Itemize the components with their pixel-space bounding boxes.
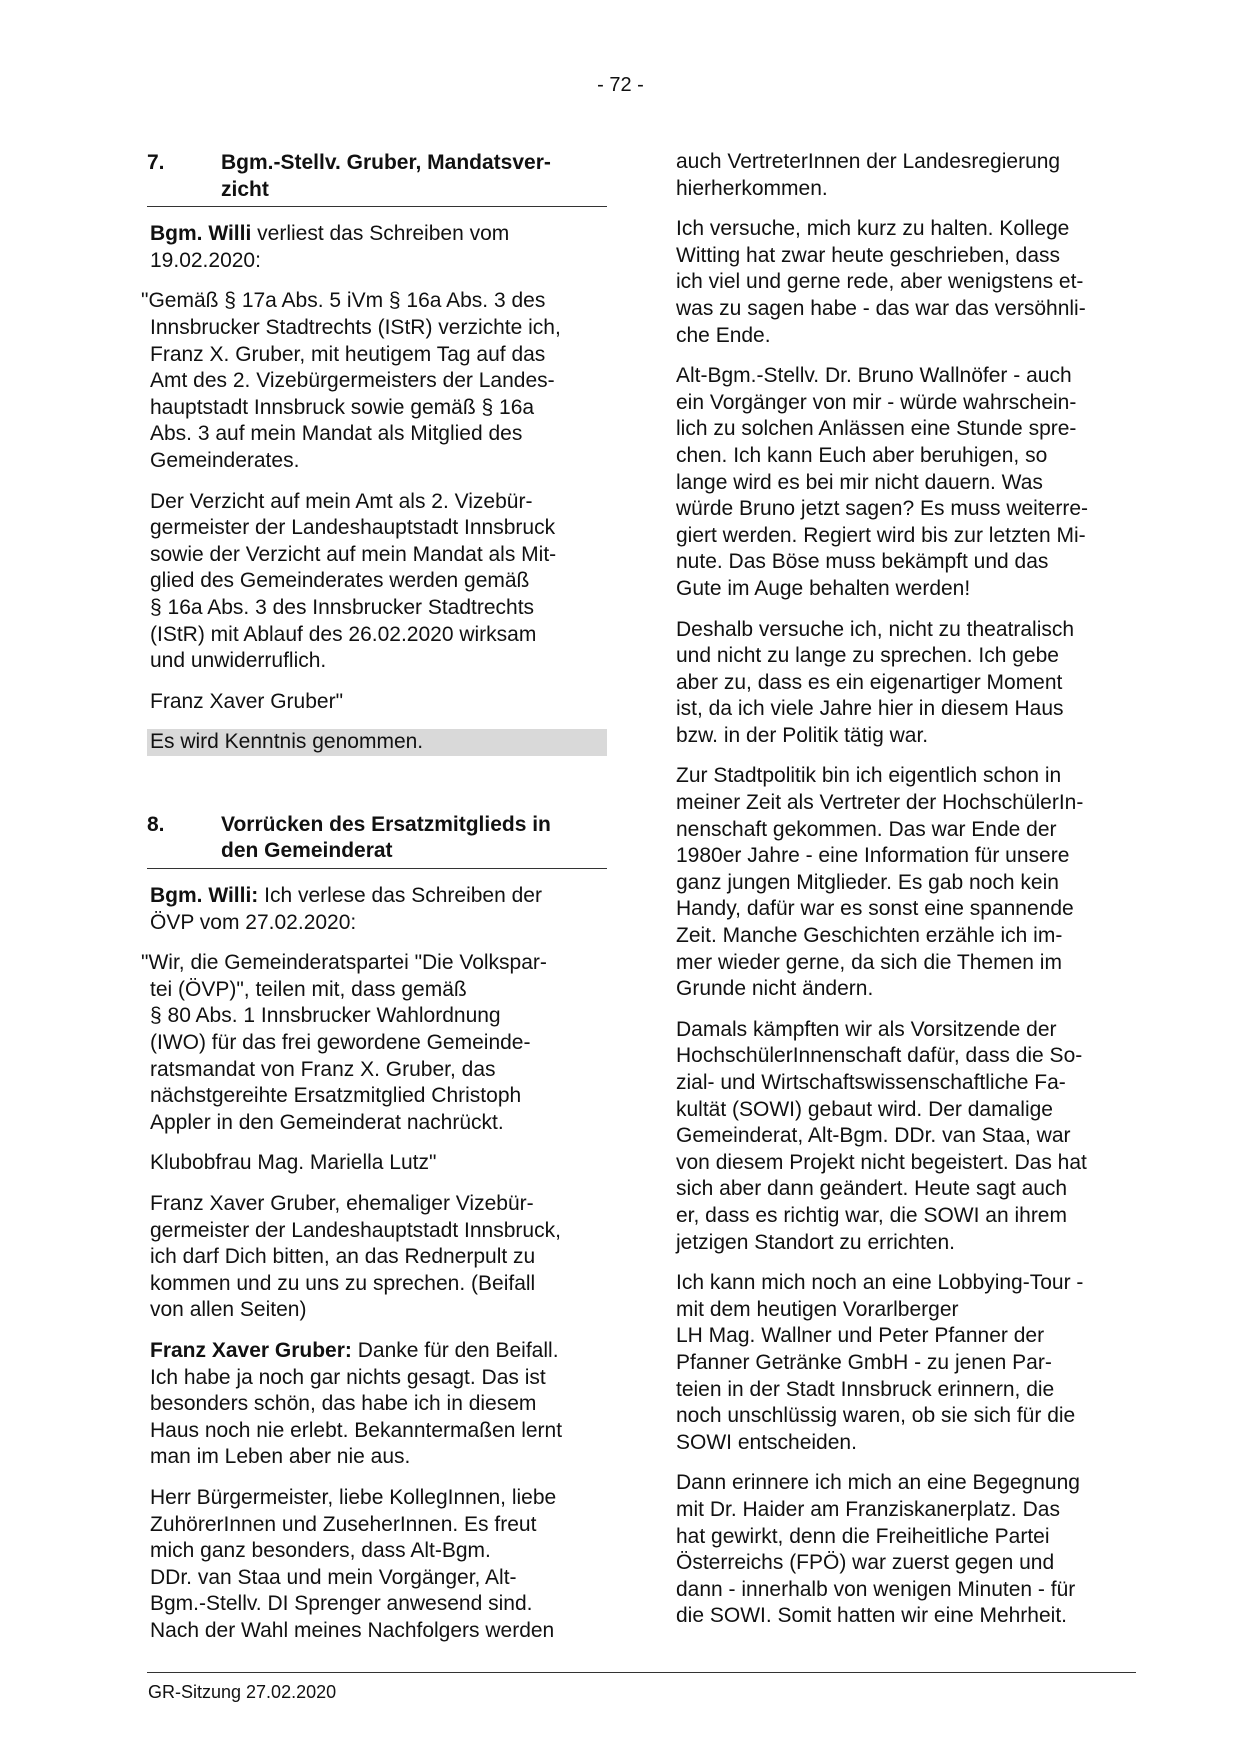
section-title: Vorrücken des Ersatzmitglieds in den Gemeinderat xyxy=(221,812,551,863)
invite-paragraph: Franz Xaver Gruber, ehemaliger Vizebür- germeister der Landeshauptstadt Innsbruck, ich darf Dich bitten, an das Rednerpult zu kommen und zu uns zu sprechen. (Beifall von allen Seiten) xyxy=(150,1192,561,1322)
speech-paragraph: Ich kann mich noch an eine Lobbying-Tour - mit dem heutigen Vorarlberger LH Mag. Wallner und Peter Pfanner der Pfanner Getränke GmbH - zu jenen Par- teien in der Stadt Innsbruck erinnern, die noch unschlüssig waren, ob sie sich für die SOWI entscheiden. xyxy=(676,1271,1084,1454)
section-8-heading xyxy=(147,812,607,869)
quote-paragraph: "Wir, die Gemeinderatspartei "Die Volkspar- tei (ÖVP)", teilen mit, dass gemäß § 80 Abs. 1 Innsbrucker Wahlordnung (IWO) für das frei gewordene Gemeinde- ratsmandat von Franz X. Gruber, das nächstgereihte Ersatzmitglied Christoph Appler in den Gemeinderat nachrückt. xyxy=(141,951,547,1134)
signature: Franz Xaver Gruber" xyxy=(150,689,344,713)
left-column xyxy=(141,149,607,1645)
section-number: 7. xyxy=(147,151,165,174)
quote-paragraph: Der Verzicht auf mein Amt als 2. Vizebür- germeister der Landeshauptstadt Innsbruck sowie der Verzicht auf mein Mandat als Mit- glied des Gemeinderates werden gemäß § 16a Abs. 3 des Innsbrucker Stadtrechts (IStR) mit Ablauf des 26.02.2020 wirksam und unwiderruflich. xyxy=(150,489,557,673)
speech-paragraph: Dann erinnere ich mich an eine Begegnung mit Dr. Haider am Franziskanerplatz. Das hat gewirkt, denn die Freiheitliche Partei Österreichs (FPÖ) war zuerst gegen und dann - innerhalb von wenigen Minuten - für die SOWI. Somit hatten wir eine Mehrheit. xyxy=(676,1471,1080,1628)
intro-paragraph: Bgm. Willi: Ich verlese das Schreiben der ÖVP vom 27.02.2020: xyxy=(150,884,542,934)
page-number: - 72 - xyxy=(597,74,644,96)
speech-paragraph: Damals kämpften wir als Vorsitzende der HochschülerInnenschaft dafür, dass die So- zial- und Wirtschaftswissenschaftliche Fa- kultät (SOWI) gebaut wird. Der damalige Gemeinderat, Alt-Bgm. DDr. van Staa, war von diesem Projekt nicht begeistert. Das hat sich aber dann geändert. Heute sagt auch er, dass es richtig war, die SOWI an ihrem jetzigen Standort zu errichten. xyxy=(676,1017,1087,1254)
intro-paragraph: Bgm. Willi verliest das Schreiben vom 19.02.2020: xyxy=(150,222,510,272)
section-title: Bgm.-Stellv. Gruber, Mandatsver- zicht xyxy=(221,151,551,201)
speech-paragraph: Deshalb versuche ich, nicht zu theatralisch und nicht zu lange zu sprechen. Ich gebe aber zu, dass es ein eigenartiger Moment ist, da ich viele Jahre hier in diesem Haus bzw. in der Politik tätig war. xyxy=(676,617,1075,747)
decision-notice: Es wird Kenntnis genommen. xyxy=(147,729,607,756)
speech-paragraph: Alt-Bgm.-Stellv. Dr. Bruno Wallnöfer - auch ein Vorgänger von mir - würde wahrschein- lich zu solchen Anlässen eine Stunde spre- chen. Ich kann Euch aber beruhigen, so lange wird es bei mir nicht dauern. Was würde Bruno jetzt sagen? Es muss weiterre- giert werden. Regiert wird bis zur letzten Mi- nute. Das Böse muss bekämpft und das Gute im Auge behalten werden! xyxy=(676,364,1089,600)
speech-paragraph: Ich versuche, mich kurz zu halten. Kollege Witting hat zwar heute geschrieben, dass ich viel und gerne rede, aber wenigstens et- was zu sagen habe - das war das versöhnli- che Ende. xyxy=(676,217,1086,347)
footer-divider xyxy=(147,1672,1136,1673)
speech-paragraph: Zur Stadtpolitik bin ich eigentlich schon in meiner Zeit als Vertreter der HochschülerIn- nenschaft gekommen. Das war Ende der 1980er Jahre - eine Information für unsere ganz jungen Mitglieder. Es gab noch kein Handy, dafür war es sonst eine spannende Zeit. Manche Geschichten erzähle ich im- mer wieder gerne, da sich die Themen im Grunde nicht ändern. xyxy=(676,764,1084,1001)
section-7-heading xyxy=(147,150,607,207)
signature: Klubobfrau Mag. Mariella Lutz" xyxy=(150,1151,437,1175)
speech-paragraph: Herr Bürgermeister, liebe KollegInnen, liebe ZuhörerInnen und ZuseherInnen. Es freut mich ganz besonders, dass Alt-Bgm. DDr. van Staa und mein Vorgänger, Alt- Bgm.-Stellv. DI Sprenger anwesend sind. Nach der Wahl meines Nachfolgers werden xyxy=(150,1485,557,1642)
section-number: 8. xyxy=(147,812,165,836)
quote-paragraph: "Gemäß § 17a Abs. 5 iVm § 16a Abs. 3 des Innsbrucker Stadtrechts (IStR) verzichte ich, Franz X. Gruber, mit heutigem Tag auf das Amt des 2. Vizebürgermeisters der Landes- hauptstadt Innsbruck sowie gemäß § 16a Abs. 3 auf mein Mandat als Mitglied des Gemeinderates. xyxy=(141,289,561,472)
speech-paragraph: Franz Xaver Gruber: Danke für den Beifall. Ich habe ja noch gar nichts gesagt. Das ist besonders schön, das habe ich in diesem Haus noch nie erlebt. Bekanntermaßen lernt man im Leben aber nie aus. xyxy=(150,1338,563,1469)
speaker-name: Bgm. Willi xyxy=(150,222,252,246)
speaker-name: Franz Xaver Gruber: xyxy=(150,1338,352,1362)
speaker-name: Bgm. Willi: xyxy=(150,884,259,908)
speech-paragraph: auch VertreterInnen der Landesregierung hierherkommen. xyxy=(676,150,1061,200)
footer-session-label: GR-Sitzung 27.02.2020 xyxy=(148,1682,337,1702)
right-column xyxy=(676,149,1136,1630)
